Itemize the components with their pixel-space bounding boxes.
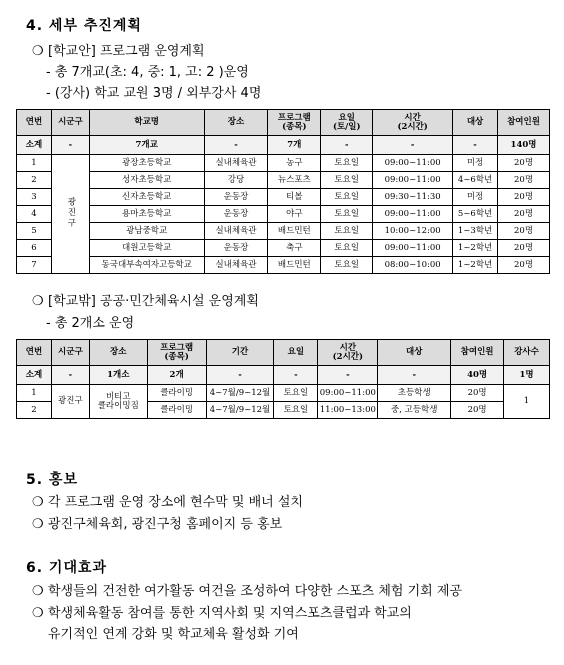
column-header: 프로그램 (종목) <box>268 110 321 136</box>
table-cell: 4 <box>17 206 52 223</box>
subtotal-row <box>17 136 550 155</box>
venue-cell: 비티고 클라이밍짐 <box>89 385 147 419</box>
table-cell: 토요일 <box>321 223 373 240</box>
table-cell: 09:00~11:00 <box>373 155 453 172</box>
instructor-line: - (강사) 학교 교원 3명 / 외부강사 4명 <box>46 86 262 101</box>
outside-plan-title: [학교밖] 공공·민간체육시설 운영계획 <box>48 294 259 309</box>
table-cell: 축구 <box>268 240 321 257</box>
table-cell: 토요일 <box>274 385 318 402</box>
table-cell: 초등학생 <box>378 385 451 402</box>
table-cell: 11:00~13:00 <box>318 402 378 419</box>
facility-program-table <box>16 339 550 419</box>
column-header: 대상 <box>378 340 451 366</box>
table-cell: 강당 <box>204 172 268 189</box>
table-cell: - <box>373 136 453 155</box>
list-item: ❍ 학생들의 건전한 여가활동 여건을 조성하여 다양한 스포츠 체험 기회 제공 <box>32 584 462 599</box>
table-cell: 20명 <box>451 385 504 402</box>
school-program-table <box>16 109 550 274</box>
table-cell: 5~6학년 <box>453 206 498 223</box>
table-cell: 09:30~11:30 <box>373 189 453 206</box>
table-cell: 토요일 <box>321 189 373 206</box>
column-header: 프로그램 (종목) <box>147 340 206 366</box>
table-cell: 운동장 <box>204 240 268 257</box>
table-row <box>17 155 550 172</box>
circle-bullet-icon: ❍ <box>32 606 44 621</box>
facility-count-line: - 총 2개소 운영 <box>46 316 135 331</box>
table-cell: 야구 <box>268 206 321 223</box>
table-cell: 실내체육관 <box>204 257 268 274</box>
section4-title: 4. 세부 추진계획 <box>26 18 142 34</box>
column-header: 시군구 <box>51 340 89 366</box>
table-cell: 20명 <box>451 402 504 419</box>
table-cell: 농구 <box>268 155 321 172</box>
table-cell: 1 <box>17 385 52 402</box>
table-cell: 08:00~10:00 <box>373 257 453 274</box>
table-header-row <box>17 110 550 136</box>
table-cell: 09:00~11:00 <box>373 240 453 257</box>
table-cell: - <box>51 366 89 385</box>
column-header: 대상 <box>453 110 498 136</box>
column-header: 학교명 <box>89 110 204 136</box>
column-header: 시간 (2시간) <box>318 340 378 366</box>
column-header: 시군구 <box>51 110 89 136</box>
table-cell: - <box>318 366 378 385</box>
table-cell: 2개 <box>147 366 206 385</box>
table-cell: 클라이밍 <box>147 385 206 402</box>
table-cell: 4~6학년 <box>453 172 498 189</box>
column-header: 참여인원 <box>451 340 504 366</box>
table-cell: 20명 <box>498 206 550 223</box>
table-cell: 20명 <box>498 172 550 189</box>
table-cell: 7 <box>17 257 52 274</box>
table-row <box>17 385 550 402</box>
table-cell: 7개교 <box>89 136 204 155</box>
table-cell: 토요일 <box>321 172 373 189</box>
table-cell: - <box>204 136 268 155</box>
table-row <box>17 257 550 274</box>
table-cell: - <box>206 366 274 385</box>
table-cell: 티볼 <box>268 189 321 206</box>
column-header: 참여인원 <box>498 110 550 136</box>
table-cell: 클라이밍 <box>147 402 206 419</box>
instructor-count-cell: 1 <box>504 385 550 419</box>
table-row <box>17 240 550 257</box>
table-cell: 1~3학년 <box>453 223 498 240</box>
table-cell: 동국대부속여자고등학교 <box>89 257 204 274</box>
outside-plan-heading <box>32 290 259 309</box>
table-cell: 뉴스포츠 <box>268 172 321 189</box>
table-cell: 20명 <box>498 240 550 257</box>
table-cell: - <box>378 366 451 385</box>
table-cell: 2 <box>17 172 52 189</box>
table-cell: 09:00~11:00 <box>373 206 453 223</box>
table-cell: 실내체육관 <box>204 223 268 240</box>
table-cell: 1 <box>17 155 52 172</box>
table-cell: 1명 <box>504 366 550 385</box>
table-cell: 1~2학년 <box>453 257 498 274</box>
table-cell: 7개 <box>268 136 321 155</box>
column-header: 연번 <box>17 110 52 136</box>
table-cell: 1개소 <box>89 366 147 385</box>
table-cell: 10:00~12:00 <box>373 223 453 240</box>
column-header: 시간 (2시간) <box>373 110 453 136</box>
column-header: 요일 <box>274 340 318 366</box>
column-header: 연번 <box>17 340 52 366</box>
table-cell: 20명 <box>498 223 550 240</box>
table-cell: 운동장 <box>204 206 268 223</box>
table-cell: 대원고등학교 <box>89 240 204 257</box>
table-cell: 09:00~11:00 <box>373 172 453 189</box>
circle-bullet-icon: ❍ <box>32 495 44 510</box>
table-cell: 140명 <box>498 136 550 155</box>
table-cell: 토요일 <box>321 155 373 172</box>
circle-bullet-icon: ❍ <box>32 44 44 59</box>
school-plan-title: [학교안] 프로그램 운영계획 <box>48 44 205 59</box>
district-label: 광진구 <box>65 196 76 229</box>
table-cell: 성자초등학교 <box>89 172 204 189</box>
circle-bullet-icon: ❍ <box>32 584 44 599</box>
column-header: 장소 <box>89 340 147 366</box>
table-cell: 실내체육관 <box>204 155 268 172</box>
table-cell: 토요일 <box>274 402 318 419</box>
subtotal-row <box>17 366 550 385</box>
table-cell: 토요일 <box>321 240 373 257</box>
column-header: 장소 <box>204 110 268 136</box>
column-header: 요일 (토/일) <box>321 110 373 136</box>
table-cell: 광장초등학교 <box>89 155 204 172</box>
table-cell: 2 <box>17 402 52 419</box>
table-cell: 20명 <box>498 189 550 206</box>
table-row <box>17 206 550 223</box>
table-cell: 4~7월/9~12월 <box>206 402 274 419</box>
table-cell: 6 <box>17 240 52 257</box>
table-cell: 1~2학년 <box>453 240 498 257</box>
table-cell: 5 <box>17 223 52 240</box>
table-cell: 미정 <box>453 155 498 172</box>
list-item: ❍ 각 프로그램 운영 장소에 현수막 및 배너 설치 <box>32 495 303 510</box>
column-header: 기간 <box>206 340 274 366</box>
table-header-row <box>17 340 550 366</box>
column-header: 강사수 <box>504 340 550 366</box>
district-cell: 광진구 <box>51 385 89 419</box>
table-cell: 소계 <box>17 136 52 155</box>
section5-title: 5. 홍보 <box>26 472 78 488</box>
table-cell: 토요일 <box>321 206 373 223</box>
table-row <box>17 223 550 240</box>
school-plan-heading <box>32 40 205 59</box>
table-cell: - <box>274 366 318 385</box>
school-count-line: - 총 7개교(초: 4, 중: 1, 고: 2 )운영 <box>46 65 249 80</box>
table-cell: 배드민턴 <box>268 223 321 240</box>
table-cell: - <box>51 136 89 155</box>
table-cell: 용마초등학교 <box>89 206 204 223</box>
circle-bullet-icon: ❍ <box>32 517 44 532</box>
table-cell: - <box>321 136 373 155</box>
table-cell: 4~7월/9~12월 <box>206 385 274 402</box>
table-cell: 20명 <box>498 155 550 172</box>
table-cell: 미정 <box>453 189 498 206</box>
table-cell: 운동장 <box>204 189 268 206</box>
table-cell: 3 <box>17 189 52 206</box>
table-cell: 20명 <box>498 257 550 274</box>
table-cell: 소계 <box>17 366 52 385</box>
table-cell: 중, 고등학생 <box>378 402 451 419</box>
table-cell: 광남중학교 <box>89 223 204 240</box>
table-row <box>17 189 550 206</box>
table-row <box>17 172 550 189</box>
table-cell: 09:00~11:00 <box>318 385 378 402</box>
section6-title: 6. 기대효과 <box>26 560 108 576</box>
district-cell <box>51 155 89 274</box>
table-cell: 토요일 <box>321 257 373 274</box>
table-cell: 신자초등학교 <box>89 189 204 206</box>
table-cell: - <box>453 136 498 155</box>
circle-bullet-icon: ❍ <box>32 294 44 309</box>
list-item-continuation: 유기적인 연계 강화 및 학교체육 활성화 기여 <box>48 627 299 642</box>
list-item: ❍ 학생체육활동 참여를 통한 지역사회 및 지역스포츠클럽과 학교의 <box>32 606 412 621</box>
table-cell: 40명 <box>451 366 504 385</box>
list-item: ❍ 광진구체육회, 광진구청 홈페이지 등 홍보 <box>32 517 283 532</box>
table-cell: 배드민턴 <box>268 257 321 274</box>
